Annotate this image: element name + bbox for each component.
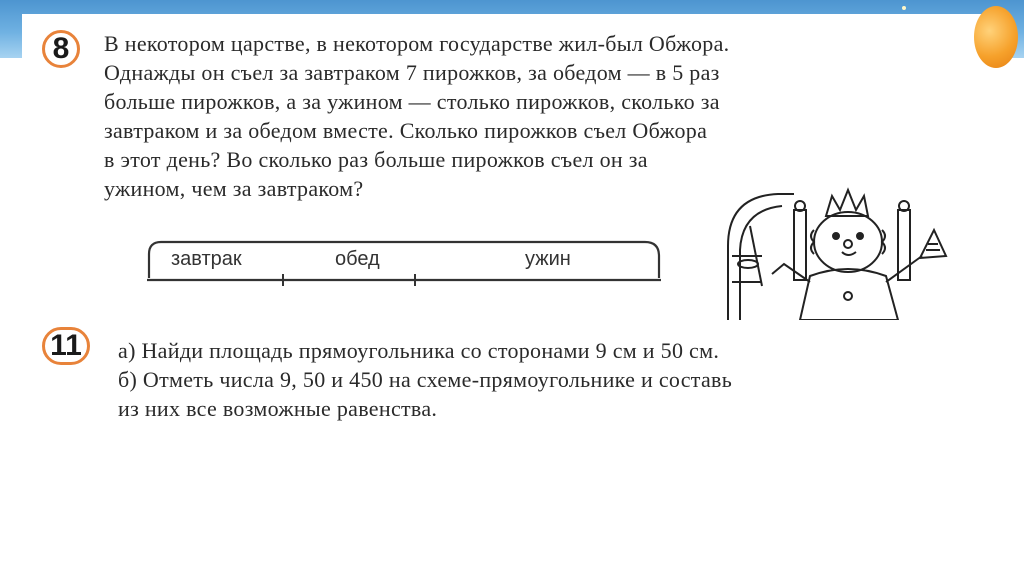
task-8-line: завтраком и за обедом вместе. Сколько пирожков съел Обжора — [104, 118, 708, 143]
task-11-text — [118, 336, 998, 423]
task-number-badge-8 — [42, 30, 80, 68]
task-8-line: Однажды он съел за завтраком 7 пирожков, за обедом — в 5 раз — [104, 60, 720, 85]
task-8-text — [104, 29, 984, 203]
task-8-line: больше пирожков, а за ужином — столько пирожков, сколько за — [104, 89, 720, 114]
king-glutton-illustration — [722, 186, 972, 325]
task-number-badge-11 — [42, 327, 90, 365]
task-8-line: В некотором царстве, в некотором государстве жил-был Обжора. — [104, 31, 730, 56]
task-11-line: из них все возможные равенства. — [118, 396, 438, 421]
segment-scheme — [145, 238, 665, 297]
task-8-line: в этот день? Во сколько раз больше пирожков съел он за — [104, 147, 648, 172]
task-number: 11 — [50, 329, 82, 362]
task-number: 8 — [52, 32, 70, 65]
scheme-label-lunch: обед — [335, 248, 380, 270]
scheme-label-dinner: ужин — [525, 248, 571, 270]
task-11-line: а) Найди площадь прямоугольника со сторонами 9 см и 50 см. — [118, 338, 720, 363]
task-8-line: ужином, чем за завтраком? — [104, 176, 364, 201]
sparkle-decoration — [902, 6, 906, 10]
scheme-label-breakfast: завтрак — [171, 248, 242, 270]
task-11-line: б) Отметь числа 9, 50 и 450 на схеме-прямоугольнике и составь — [118, 367, 733, 392]
